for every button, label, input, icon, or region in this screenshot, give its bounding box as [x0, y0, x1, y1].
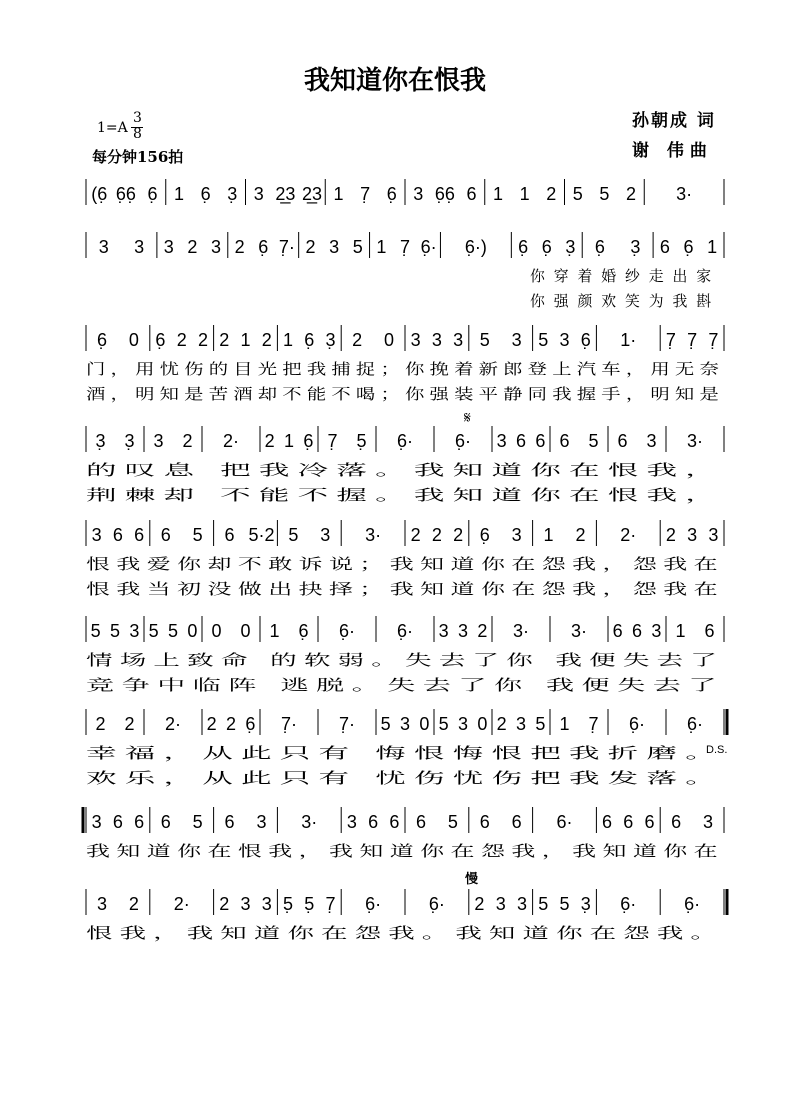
note: 5 — [288, 525, 299, 545]
note: 6 — [466, 184, 477, 204]
note: 6̣ — [200, 184, 211, 204]
note: 6 — [415, 812, 426, 832]
note: 7̣ — [360, 184, 371, 204]
note: 6̣ — [96, 330, 107, 350]
note: 5 — [90, 621, 101, 641]
note: 1 — [240, 330, 251, 350]
lyric-line-2: 欢乐，从此只有 忧伤忧伤把我发落。 — [86, 769, 724, 787]
note: 5̣ — [356, 431, 367, 451]
note: 5 — [559, 894, 570, 914]
note: 6̣ — [386, 184, 397, 204]
note: 6̣ — [147, 184, 158, 204]
note: 3 — [703, 812, 714, 832]
note: 6 — [559, 431, 570, 451]
note: 7̣ — [665, 330, 676, 350]
note: 6̣· — [686, 714, 704, 734]
note: 6̣ — [155, 330, 166, 350]
lyric-line-2: 酒，明知是苦酒却不能不喝；你强装平静同我握手，明知是 — [86, 385, 724, 403]
note: 3 — [253, 184, 264, 204]
note: 6 — [134, 525, 145, 545]
note: 2 — [225, 714, 237, 734]
note: 2 — [182, 431, 193, 451]
note: 2 — [453, 525, 464, 545]
note: 0 — [384, 330, 395, 350]
time-signature-top: 3 — [133, 110, 142, 126]
note: 3 — [438, 621, 449, 641]
note: 7̣ — [399, 237, 411, 257]
note: 7̣ — [588, 714, 599, 734]
note: 1 — [174, 184, 185, 204]
note: 1 — [519, 184, 530, 204]
note: 6 — [160, 525, 171, 545]
key-signature: 1=A — [97, 120, 128, 136]
note: 5 — [192, 812, 203, 832]
note: 3· — [301, 812, 318, 832]
note: 6̣ — [245, 714, 256, 734]
note: 1 — [269, 621, 280, 641]
note: 2 — [410, 525, 421, 545]
note: 3 — [511, 525, 522, 545]
note: 3 — [91, 525, 102, 545]
note: 5 — [599, 184, 610, 204]
note: 5·2 — [248, 525, 275, 545]
note: 5̣ — [283, 894, 294, 914]
note: 6 — [224, 812, 235, 832]
lyric-line-1: 情场上致命 的软弱。失去了你 我便失去了 — [86, 651, 724, 669]
note: 1 — [283, 330, 294, 350]
note: 0 — [419, 714, 430, 734]
note: 2 — [477, 621, 488, 641]
note: 6̣ — [580, 330, 591, 350]
note: 3̣ — [630, 237, 641, 257]
note: 3 — [91, 812, 102, 832]
note: 6̣· — [338, 621, 356, 641]
lyric-line-1: 的叹息 把我冷落。我知道你在恨我， — [86, 461, 724, 479]
note: 6 — [515, 431, 527, 451]
note: 2 — [496, 714, 507, 734]
note: 3 — [516, 894, 527, 914]
note: 0 — [128, 330, 139, 350]
segno-sign: 𝄋 — [464, 408, 471, 427]
note: 2 — [665, 525, 676, 545]
note: 6 — [659, 237, 670, 257]
note: 2 — [128, 894, 139, 914]
note: 3 — [495, 894, 506, 914]
note: 6· — [556, 812, 573, 832]
note: 2· — [620, 525, 637, 545]
note: 2 — [176, 330, 187, 350]
note: 7̣· — [278, 237, 295, 257]
note: 2̲3 — [275, 184, 296, 204]
note: 5 — [538, 894, 549, 914]
note: 6 — [631, 621, 643, 641]
note: 6̣6̣ — [434, 184, 455, 204]
note: 6̣ — [479, 525, 490, 545]
note: 2 — [219, 330, 230, 350]
lyric-line-1: 门，用忧伤的目光把我捕捉；你挽着新郎登上汽车，用无奈 — [86, 360, 724, 378]
time-signature-bottom: 8 — [133, 126, 142, 142]
note: 5 — [380, 714, 391, 734]
note: 6 — [134, 812, 145, 832]
note: 6̣· — [396, 431, 414, 451]
note: 0 — [211, 621, 222, 641]
note: 3 — [457, 714, 469, 734]
note: 5 — [109, 621, 121, 641]
note: 6̣· — [628, 714, 646, 734]
note: 3 — [320, 525, 331, 545]
lyricist-credit: 孙朝成 词 — [632, 111, 716, 131]
note: 3 — [240, 894, 251, 914]
note: 6 — [644, 812, 655, 832]
note: 6̣ — [304, 330, 315, 350]
note: 6̣ — [303, 431, 314, 451]
lyric-line-1: 恨我，我知道你在怨我。我知道你在怨我。 — [86, 924, 724, 942]
note: 7̣ — [687, 330, 698, 350]
note: 3 — [651, 621, 662, 641]
note: 2 — [264, 431, 275, 451]
note: 6̣· — [454, 431, 472, 451]
lyric-line-1: 你穿着婚纱走出家 — [530, 267, 720, 285]
note: 2 — [261, 330, 272, 350]
note: 3̣ — [95, 431, 106, 451]
note: 6̣· — [396, 621, 414, 641]
note: 7̣· — [280, 714, 298, 734]
note: 6̣· — [684, 894, 701, 914]
lyric-line-1: 我知道你在恨我，我知道你在怨我，我知道你在 — [86, 842, 724, 860]
note: 3 — [399, 714, 411, 734]
lyric-line-2: 你强颜欢笑为我斟 — [530, 292, 720, 310]
note: 3 — [511, 330, 522, 350]
note: 1 — [707, 237, 718, 257]
note: 6̣ — [541, 237, 552, 257]
note: 6̣ — [683, 237, 694, 257]
note: 5 — [438, 714, 449, 734]
note: 2 — [187, 237, 198, 257]
note: 6 — [112, 812, 123, 832]
note: 3 — [708, 525, 719, 545]
note: 5 — [572, 184, 583, 204]
note: 3 — [163, 237, 174, 257]
note: (6̣ — [91, 184, 108, 204]
note: 6 — [623, 812, 634, 832]
note: 2 — [625, 184, 636, 204]
note: 5̣ — [304, 894, 315, 914]
note: 3 — [431, 330, 442, 350]
note: 5 — [479, 330, 490, 350]
note: 0 — [240, 621, 251, 641]
note: 3 — [98, 237, 109, 257]
note: 3̣ — [580, 894, 591, 914]
note: 5 — [192, 525, 203, 545]
note: 1 — [283, 431, 295, 451]
note: 6 — [704, 621, 715, 641]
note: 3 — [413, 184, 424, 204]
note: 6̣· — [365, 894, 382, 914]
note: 3· — [676, 184, 693, 204]
note: 6̣ — [518, 237, 529, 257]
note: 3 — [96, 894, 107, 914]
note: 5 — [588, 431, 599, 451]
note: 3 — [153, 431, 164, 451]
note: 1 — [559, 714, 570, 734]
lyric-line-2: 恨我当初没做出抉择；我知道你在怨我，怨我在 — [86, 580, 724, 598]
note: 6̣· — [420, 237, 437, 257]
note: 2 — [352, 330, 363, 350]
note: 6 — [511, 812, 522, 832]
note: 7̣ — [325, 894, 336, 914]
note: 2 — [206, 714, 217, 734]
note: 3· — [686, 431, 704, 451]
note: 3· — [512, 621, 530, 641]
note: 3 — [346, 812, 357, 832]
note: 6 — [224, 525, 235, 545]
note: 6̣· — [428, 894, 445, 914]
note: 2 — [234, 237, 245, 257]
note: 7̣· — [338, 714, 356, 734]
note: 1 — [333, 184, 344, 204]
note: 5 — [148, 621, 159, 641]
note: 2 — [95, 714, 106, 734]
ds-marking: D.S. — [706, 744, 728, 756]
note: 3 — [646, 431, 657, 451]
note: 3 — [261, 894, 272, 914]
note: 6 — [368, 812, 379, 832]
note: 6̣· — [620, 894, 637, 914]
note: 6̣ — [594, 237, 605, 257]
note: 3 — [256, 812, 267, 832]
note: 6̣·) — [464, 237, 487, 257]
note: 6̣6̣ — [115, 184, 136, 204]
note: 6 — [479, 812, 490, 832]
note: 3 — [453, 330, 464, 350]
note: 6 — [160, 812, 171, 832]
note: 6 — [112, 525, 123, 545]
note: 3 — [496, 431, 507, 451]
note: 3 — [515, 714, 527, 734]
composer-credit: 谢 伟曲 — [632, 141, 713, 161]
note: 2 — [124, 714, 135, 734]
note: 2̲3 — [301, 184, 322, 204]
note: 1 — [376, 237, 387, 257]
note: 3̣ — [325, 330, 336, 350]
note: 3 — [329, 237, 340, 257]
note: 3 — [687, 525, 698, 545]
note: 2 — [305, 237, 316, 257]
note: 3̣ — [124, 431, 135, 451]
note: 3 — [134, 237, 145, 257]
note: 5 — [538, 330, 549, 350]
note: 6 — [602, 812, 613, 832]
note: 6 — [535, 431, 546, 451]
note: 6 — [617, 431, 628, 451]
note: 5 — [167, 621, 179, 641]
note: 2 — [546, 184, 557, 204]
note: 7̣ — [327, 431, 338, 451]
note: 2 — [197, 330, 208, 350]
note: 7̣ — [708, 330, 719, 350]
note: 3̣ — [227, 184, 238, 204]
note: 6 — [612, 621, 623, 641]
lyric-line-1: 幸福，从此只有 悔恨悔恨把我折磨。 — [86, 744, 724, 762]
note: 1 — [493, 184, 504, 204]
song-title: 我知道你在恨我 — [303, 66, 486, 96]
note: 5 — [352, 237, 363, 257]
note: 2 — [575, 525, 586, 545]
note: 2· — [222, 431, 240, 451]
lyric-line-2: 竞争中临阵 逃脱。失去了你 我便失去了 — [86, 676, 724, 694]
note: 6 — [671, 812, 682, 832]
note: 2· — [173, 894, 190, 914]
note: 3̣ — [565, 237, 576, 257]
note: 5 — [535, 714, 546, 734]
note: 3 — [559, 330, 570, 350]
note: 2 — [219, 894, 230, 914]
lyric-line-1: 恨我爱你却不敢诉说；我知道你在怨我，怨我在 — [86, 555, 724, 573]
note: 3 — [129, 621, 140, 641]
note: 0 — [187, 621, 198, 641]
note: 1 — [675, 621, 686, 641]
note: 6̣ — [258, 237, 269, 257]
note: 5 — [447, 812, 458, 832]
note: 2 — [474, 894, 485, 914]
slow-marking: 慢 — [465, 872, 479, 887]
lyric-line-2: 荆棘却 不能不握。我知道你在恨我， — [86, 486, 724, 504]
note: 3· — [365, 525, 382, 545]
note: 2 — [431, 525, 442, 545]
note: 1· — [620, 330, 637, 350]
note: 3 — [210, 237, 221, 257]
note: 6̣ — [298, 621, 309, 641]
note: 3· — [570, 621, 588, 641]
note: 1 — [543, 525, 554, 545]
note: 2· — [164, 714, 182, 734]
note: 0 — [477, 714, 488, 734]
tempo-marking: 每分钟156拍 — [92, 148, 184, 166]
note: 3 — [410, 330, 421, 350]
note: 3 — [457, 621, 469, 641]
note: 6 — [389, 812, 400, 832]
